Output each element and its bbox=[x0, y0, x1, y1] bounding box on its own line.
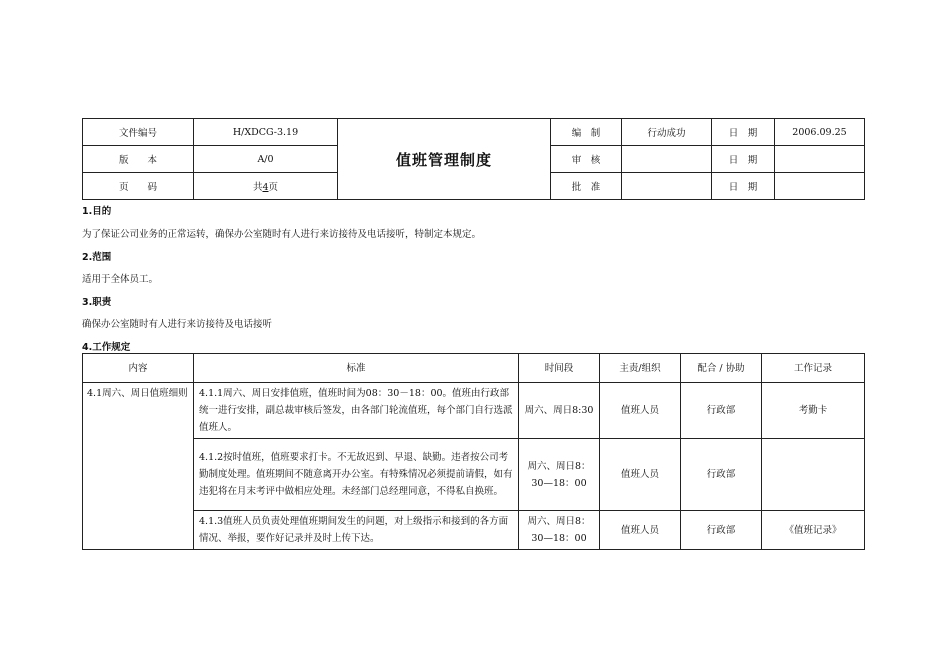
work-rules-table bbox=[82, 353, 865, 550]
date-label-1: 日 期 bbox=[712, 119, 775, 146]
time-cell: 周六、周日8：30—18：00 bbox=[519, 511, 600, 550]
section-3-text: 确保办公室随时有人进行来访接待及电话接听 bbox=[82, 319, 273, 330]
assist-cell: 行政部 bbox=[681, 439, 762, 511]
page-label: 页 码 bbox=[83, 173, 194, 200]
col-header-standard: 标准 bbox=[194, 354, 519, 383]
col-header-record: 工作记录 bbox=[762, 354, 865, 383]
date-value-2 bbox=[775, 146, 865, 173]
compile-value: 行动成功 bbox=[622, 119, 712, 146]
assist-cell: 行政部 bbox=[681, 383, 762, 439]
page-count: 4 bbox=[262, 182, 269, 193]
document-header-table bbox=[82, 118, 865, 200]
doc-no-value: H/XDCG-3.19 bbox=[194, 119, 338, 146]
record-cell: 考勤卡 bbox=[762, 383, 865, 439]
date-label-2: 日 期 bbox=[712, 146, 775, 173]
approve-value bbox=[622, 173, 712, 200]
record-cell bbox=[762, 439, 865, 511]
review-label: 审 核 bbox=[551, 146, 622, 173]
section-1-text: 为了保证公司业务的正常运转，确保办公室随时有人进行来访接待及电话接听，特制定本规定。 bbox=[82, 229, 482, 240]
date-label-3: 日 期 bbox=[712, 173, 775, 200]
table-row bbox=[83, 383, 865, 439]
record-cell: 《值班记录》 bbox=[762, 511, 865, 550]
page-value: 共4页 bbox=[194, 173, 338, 200]
owner-cell: 值班人员 bbox=[600, 383, 681, 439]
assist-cell: 行政部 bbox=[681, 511, 762, 550]
compile-label: 编 制 bbox=[551, 119, 622, 146]
standard-cell: 4.1.1周六、周日安排值班，值班时间为08：30－18：00。值班由行政部统一进行安排，副总裁审核后签发，由各部门轮流值班，每个部门自行选派值班人。 bbox=[194, 383, 519, 439]
table-row bbox=[83, 511, 865, 550]
approve-label: 批 准 bbox=[551, 173, 622, 200]
section-3-title: 3.职责 bbox=[82, 297, 112, 308]
col-header-content: 内容 bbox=[83, 354, 194, 383]
version-label: 版 本 bbox=[83, 146, 194, 173]
date-value: 2006.09.25 bbox=[775, 119, 865, 146]
col-header-assist: 配合 / 协助 bbox=[681, 354, 762, 383]
section-2-text: 适用于全体员工。 bbox=[82, 274, 159, 285]
date-value-3 bbox=[775, 173, 865, 200]
table-header-row bbox=[83, 354, 865, 383]
standard-cell: 4.1.2按时值班，值班要求打卡。不无故迟到、早退、缺勤。违者按公司考勤制度处理。值班期间不随意离开办公室。有特殊情况必须提前请假，如有违犯将在月末考评中做相应处理。未经部门总经理同意，不得私自换班。 bbox=[194, 439, 519, 511]
table-row bbox=[83, 439, 865, 511]
col-header-time: 时间段 bbox=[519, 354, 600, 383]
section-1-title: 1.目的 bbox=[82, 206, 112, 217]
section-4-title: 4.工作规定 bbox=[82, 342, 131, 353]
doc-no-label: 文件编号 bbox=[83, 119, 194, 146]
document-title: 值班管理制度 bbox=[338, 119, 551, 200]
time-cell: 周六、周日8：30—18：00 bbox=[519, 439, 600, 511]
version-value: A/0 bbox=[194, 146, 338, 173]
section-2-title: 2.范围 bbox=[82, 252, 112, 263]
owner-cell: 值班人员 bbox=[600, 439, 681, 511]
owner-cell: 值班人员 bbox=[600, 511, 681, 550]
content-cell: 4.1周六、周日值班细则 bbox=[83, 383, 194, 550]
col-header-owner: 主责/组织 bbox=[600, 354, 681, 383]
standard-cell: 4.1.3值班人员负责处理值班期间发生的问题，对上级指示和接到的各方面情况、举报，要作好记录并及时上传下达。 bbox=[194, 511, 519, 550]
review-value bbox=[622, 146, 712, 173]
time-cell: 周六、周日8:30 bbox=[519, 383, 600, 439]
